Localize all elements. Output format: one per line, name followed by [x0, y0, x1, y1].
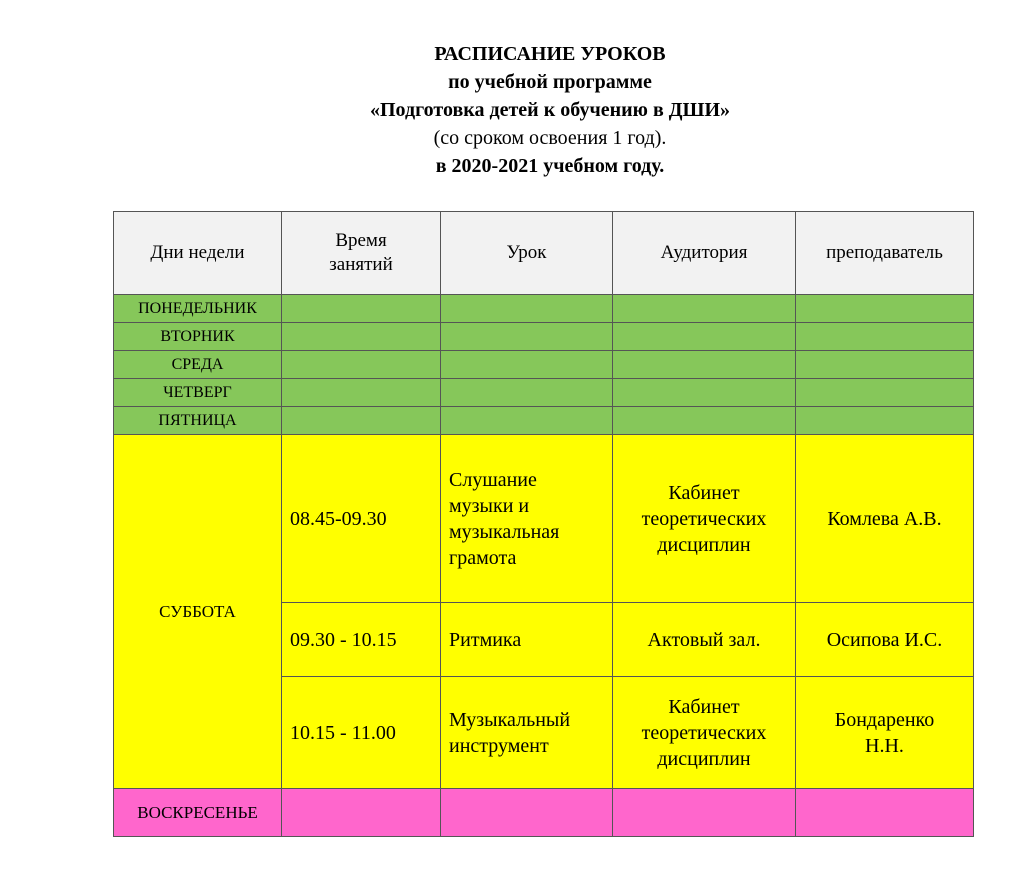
empty-cell [613, 407, 796, 435]
lesson-name-line: инструмент [449, 734, 549, 757]
header-day: Дни недели [114, 212, 282, 295]
day-saturday: СУББОТА [114, 435, 282, 789]
lesson-teacher-line: Осипова И.С. [826, 628, 943, 651]
lesson-room [613, 435, 796, 603]
schedule-table [113, 211, 974, 837]
subtitle-program: по учебной программе [448, 71, 652, 93]
day-wednesday: СРЕДА [114, 351, 282, 379]
day-tuesday: ВТОРНИК [114, 323, 282, 351]
document-heading [0, 40, 1024, 180]
empty-cell [796, 351, 974, 379]
empty-cell [282, 407, 441, 435]
subtitle-program-name: «Подготовка детей к обучению в ДШИ» [369, 99, 731, 121]
empty-cell [613, 295, 796, 323]
empty-cell [441, 323, 613, 351]
row-tuesday [114, 323, 974, 351]
empty-cell [613, 789, 796, 837]
empty-cell [796, 323, 974, 351]
empty-cell [796, 789, 974, 837]
lesson-name-line: музыкальная [449, 520, 560, 543]
empty-cell [613, 323, 796, 351]
row-monday [114, 295, 974, 323]
header-row [114, 212, 974, 295]
lesson-time: 10.15 - 11.00 [282, 677, 441, 789]
header-time [282, 212, 441, 295]
empty-cell [796, 295, 974, 323]
lesson-name-line: Ритмика [449, 628, 522, 651]
lesson-teacher-line: Н.Н. [865, 734, 904, 757]
header-time-line1: Время [335, 230, 387, 251]
empty-cell [441, 351, 613, 379]
empty-cell [282, 379, 441, 407]
lesson-room-line: Кабинет [668, 695, 740, 718]
lesson-teacher [796, 677, 974, 789]
lesson-teacher-line: Комлева А.В. [827, 507, 942, 530]
empty-cell [282, 351, 441, 379]
lesson-name-line: грамота [449, 546, 517, 569]
empty-cell [282, 789, 441, 837]
lesson-time: 08.45-09.30 [282, 435, 441, 603]
lesson-name [441, 603, 613, 677]
header-teacher: преподаватель [796, 212, 974, 295]
header-room: Аудитория [613, 212, 796, 295]
lesson-room-line: дисциплин [657, 533, 751, 556]
lesson-name-line: Музыкальный [449, 708, 571, 731]
empty-cell [613, 351, 796, 379]
empty-cell [282, 323, 441, 351]
lesson-name-line: Слушание [449, 468, 537, 491]
lesson-room-line: теоретических [641, 507, 767, 530]
empty-cell [441, 295, 613, 323]
empty-cell [441, 789, 613, 837]
subtitle-duration: (со сроком освоения 1 год). [433, 127, 667, 149]
empty-cell [282, 295, 441, 323]
lesson-room [613, 603, 796, 677]
lesson-teacher [796, 435, 974, 603]
lesson-room [613, 677, 796, 789]
lesson-name [441, 677, 613, 789]
empty-cell [613, 379, 796, 407]
subtitle-year: в 2020-2021 учебном году. [435, 155, 665, 177]
empty-cell [796, 379, 974, 407]
day-sunday: ВОСКРЕСЕНЬЕ [114, 789, 282, 837]
title: РАСПИСАНИЕ УРОКОВ [434, 43, 666, 65]
header-lesson: Урок [441, 212, 613, 295]
lesson-name [441, 435, 613, 603]
lesson-room-line: теоретических [641, 721, 767, 744]
day-monday: ПОНЕДЕЛЬНИК [114, 295, 282, 323]
row-sunday [114, 789, 974, 837]
lesson-room-line: Кабинет [668, 481, 740, 504]
lesson-room-line: дисциплин [657, 747, 751, 770]
lesson-teacher-line: Бондаренко [834, 708, 935, 731]
lesson-room-line: Актовый зал. [647, 628, 761, 651]
row-thursday [114, 379, 974, 407]
empty-cell [796, 407, 974, 435]
row-saturday-lesson-1 [114, 435, 974, 603]
header-time-line2: занятий [329, 254, 393, 275]
row-friday [114, 407, 974, 435]
lesson-name-line: музыки и [449, 494, 530, 517]
day-friday: ПЯТНИЦА [114, 407, 282, 435]
lesson-teacher [796, 603, 974, 677]
row-wednesday [114, 351, 974, 379]
lesson-time: 09.30 - 10.15 [282, 603, 441, 677]
empty-cell [441, 379, 613, 407]
day-thursday: ЧЕТВЕРГ [114, 379, 282, 407]
empty-cell [441, 407, 613, 435]
